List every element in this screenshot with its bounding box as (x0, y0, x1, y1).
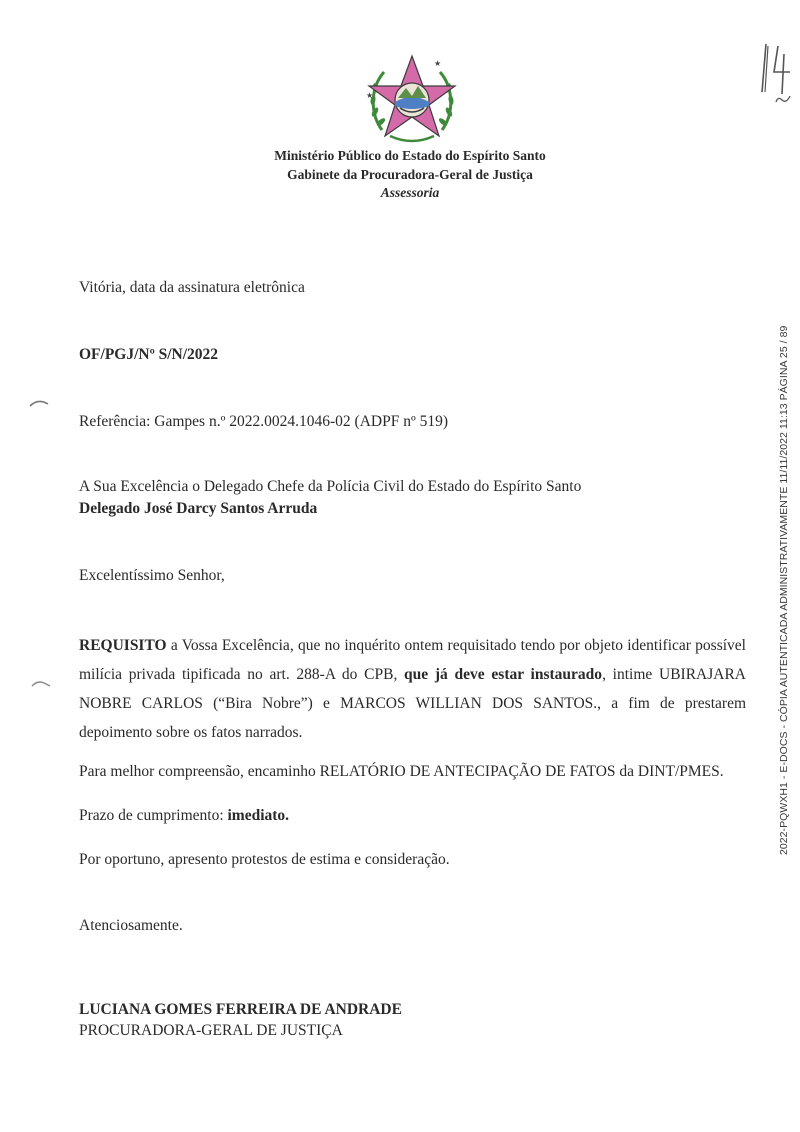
signatory-name: LUCIANA GOMES FERREIRA DE ANDRADE (79, 1001, 402, 1018)
handwritten-page-number-icon (748, 36, 798, 106)
deadline-line (79, 806, 289, 826)
margin-mark-icon (28, 398, 50, 408)
main-paragraph-lead: REQUISITO (79, 637, 167, 654)
comprehension-paragraph: Para melhor compreensão, encaminho RELATÓRIO DE ANTECIPAÇÃO DE FATOS da DINT/PMES. (79, 763, 724, 780)
header-department: Assessoria (380, 185, 440, 200)
svg-text:★: ★ (366, 91, 374, 100)
header-cabinet: Gabinete da Procuradora-Geral de Justiça (287, 167, 533, 182)
reference-line: Referência: Gampes n.º 2022.0024.1046-02 (ADPF nº 519) (79, 413, 449, 430)
authentication-stamp-text: 2022-PQWXH1 - E-DOCS - CÓPIA AUTENTICADA ADMINISTRATIVAMENTE 11/11/2022 11:13 PÁGINA 25 / 89 (778, 325, 790, 855)
header-institution: Ministério Público do Estado do Espírito Santo (274, 148, 546, 163)
svg-text:★: ★ (434, 59, 442, 68)
signatory-role: PROCURADORA-GERAL DE JUSTIÇA (79, 1022, 343, 1039)
regards: Atenciosamente. (79, 917, 183, 934)
authentication-stamp (778, 285, 796, 855)
margin-mark-icon (30, 678, 52, 688)
handwritten-page-number (748, 36, 798, 106)
main-paragraph-text: , intime UBIRAJARA NOBRE CARLOS (“Bira Nobre”) e MARCOS WILLIAN DOS SANTOS., a fim de prestarem depoimento sobre os fatos narrados. (79, 666, 746, 741)
main-paragraph (79, 631, 746, 747)
deadline-value: imediato. (227, 807, 290, 824)
office-number: OF/PGJ/Nº S/N/2022 (79, 346, 219, 363)
main-paragraph-text: a Vossa Excelência, que no inquérito ontem requisitado tendo por objeto identificar possível milícia privada tipificada no art. 288-A do CPB, (79, 637, 746, 683)
addressee-line: A Sua Excelência o Delegado Chefe da Polícia Civil do Estado do Espírito Santo (79, 478, 582, 495)
deadline-label: Prazo de cumprimento: (79, 807, 228, 824)
main-paragraph-emphasis: que já deve estar instaurado (404, 666, 603, 683)
closing-paragraph: Por oportuno, apresento protestos de estima e consideração. (79, 851, 450, 868)
addressee-name: Delegado José Darcy Santos Arruda (79, 500, 318, 517)
state-emblem-icon (360, 52, 464, 146)
date-line: Vitória, data da assinatura eletrônica (79, 279, 305, 296)
salutation: Excelentíssimo Senhor, (79, 567, 225, 584)
